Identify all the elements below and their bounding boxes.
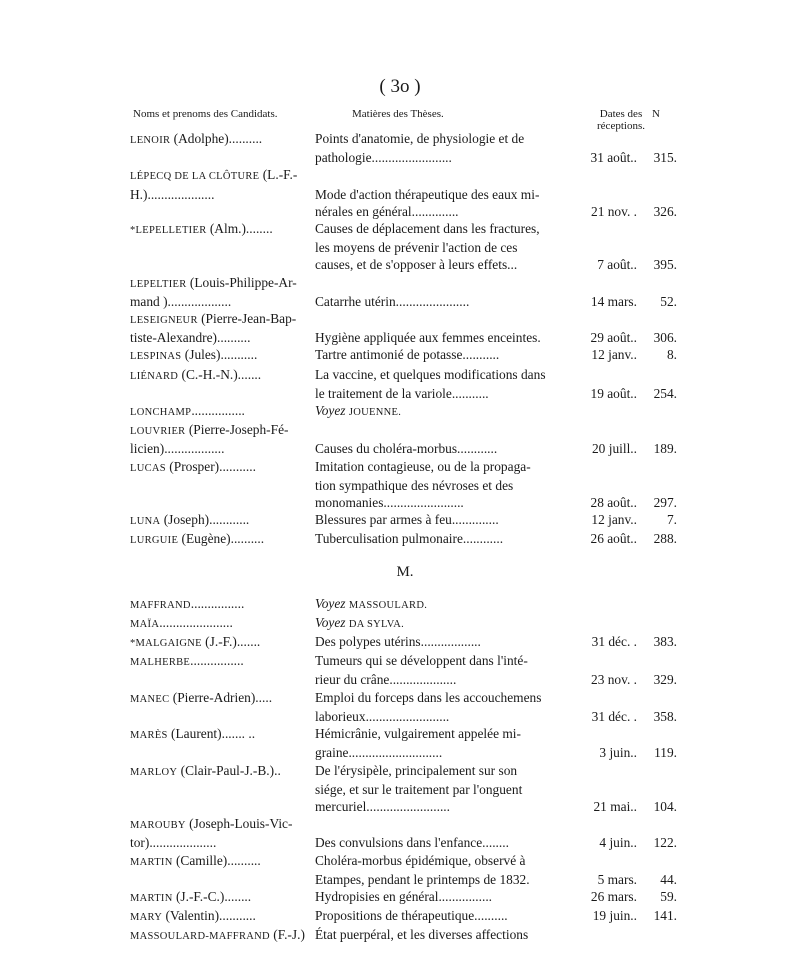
list-item (130, 671, 680, 688)
list-item (130, 494, 680, 511)
list-item (130, 595, 680, 614)
candidate-surname: LESPINAS (130, 351, 182, 363)
reception-number (637, 274, 677, 293)
candidate-forename: ...................... (159, 614, 233, 630)
list-item (130, 762, 680, 781)
candidate-name (130, 762, 315, 781)
candidate-forename: (Clair-Paul-J.-B.).. (177, 762, 281, 778)
thesis-title: Etampes, pendant le printemps de 1832. (315, 871, 530, 887)
candidate-name (130, 907, 315, 926)
thesis-title: Des convulsions dans l'enfance........ (315, 835, 509, 851)
reception-date (575, 458, 637, 477)
candidate-forename: mand )................... (130, 293, 232, 309)
reception-date: 26 août.. (590, 531, 637, 547)
reception-date: 7 août.. (597, 257, 637, 273)
list-item (130, 440, 680, 457)
thesis-title: pathologie........................ (315, 150, 452, 166)
candidate-surname: LENOIR (130, 135, 171, 146)
reception-number: 288. (653, 531, 677, 547)
list-item (130, 256, 680, 273)
list-item (130, 274, 680, 293)
reception-number (637, 652, 677, 671)
candidate-name (130, 274, 315, 293)
candidate-name (130, 926, 315, 945)
candidate-surname: MARY (130, 912, 163, 924)
candidate-name (130, 511, 315, 530)
reception-date (575, 689, 637, 708)
reception-number (637, 781, 677, 798)
thesis-title: siége, et sur le traitement par l'onguent (315, 781, 523, 797)
candidate-name (130, 239, 315, 256)
reception-date (575, 402, 637, 421)
reception-number (637, 421, 677, 440)
candidate-name (130, 689, 315, 708)
reception-number (637, 310, 677, 329)
thesis-title: Tartre antimonié de potasse........... (315, 347, 500, 363)
candidate-name (130, 614, 315, 633)
candidate-surname: MANEC (130, 693, 170, 705)
candidate-name (130, 329, 315, 346)
list-item (130, 614, 680, 633)
see-also-name: JOUENNE. (348, 407, 402, 419)
reception-number (637, 186, 677, 203)
reception-number (637, 366, 677, 385)
candidate-name (130, 421, 315, 440)
thesis-title: causes, et de s'opposer à leurs effets... (315, 257, 518, 273)
reception-number (637, 477, 677, 494)
reception-date: 31 déc. . (591, 708, 637, 724)
reception-number (637, 852, 677, 871)
thesis-title: graine............................ (315, 745, 443, 761)
list-item (130, 511, 680, 530)
list-item (130, 815, 680, 834)
see-also: Voyez (315, 614, 346, 630)
candidate-name (130, 310, 315, 329)
reception-date: 23 nov. . (591, 672, 637, 688)
thesis-title: rieur du crâne.................... (315, 672, 457, 688)
reception-number: 104. (653, 798, 677, 814)
reception-date (575, 652, 637, 671)
list-item (130, 186, 680, 203)
reception-date (575, 595, 637, 614)
list-item (130, 346, 680, 365)
candidate-name (130, 494, 315, 511)
candidate-surname: LOUVRIER (130, 426, 186, 438)
candidate-name (130, 798, 315, 815)
candidate-name (130, 440, 315, 457)
candidate-forename: (Louis-Philippe-Ar- (186, 274, 297, 290)
thesis-title: Catarrhe utérin...................... (315, 293, 470, 309)
candidate-name (130, 871, 315, 888)
reception-number (637, 595, 677, 614)
list-item (130, 166, 680, 185)
candidate-name (130, 256, 315, 273)
candidate-surname: MALHERBE (130, 657, 191, 669)
candidate-surname: MARLOY (130, 766, 178, 778)
candidate-forename: H.).................... (130, 186, 215, 202)
reception-date (575, 725, 637, 744)
candidate-surname: MASSOULARD-MAFFRAND (130, 931, 270, 943)
list-item (130, 385, 680, 402)
reception-date (575, 421, 637, 440)
header-theses: Matières des Thèses. (352, 108, 444, 120)
thesis-title: mercuriel......................... (315, 798, 450, 814)
list-item (130, 725, 680, 744)
candidate-name (130, 366, 315, 385)
candidate-surname: LIÉNARD (130, 370, 179, 382)
candidate-forename: (Joseph-Louis-Vic- (185, 816, 293, 832)
thesis-title: laborieux......................... (315, 708, 450, 724)
reception-date (575, 166, 637, 185)
candidate-forename: (Prosper)........... (165, 458, 256, 474)
list-item (130, 633, 680, 652)
candidate-name (130, 458, 315, 477)
candidate-forename: (J.-F.)....... (201, 634, 261, 650)
page-number: ( 3o ) (379, 76, 421, 97)
candidate-surname: *LEPELLETIER (130, 225, 207, 237)
candidate-forename: (Joseph)............ (160, 512, 250, 528)
reception-number (637, 402, 677, 421)
reception-date (575, 614, 637, 633)
reception-number: 326. (653, 203, 677, 219)
reception-date: 28 août.. (590, 495, 637, 511)
candidate-forename: (Alm.)........ (206, 221, 273, 237)
reception-date: 29 août.. (590, 330, 637, 346)
candidate-name (130, 477, 315, 494)
candidate-surname: *MALGAIGNE (130, 638, 202, 650)
candidate-name (130, 186, 315, 203)
thesis-title (315, 614, 575, 633)
thesis-title: De l'érysipèle, principalement sur son (315, 762, 518, 778)
candidate-name (130, 166, 315, 185)
list-item (130, 149, 680, 166)
candidate-forename: (Laurent)....... .. (167, 726, 256, 742)
reception-number: 141. (653, 908, 677, 924)
reception-number: 122. (653, 835, 677, 851)
candidate-forename: ................ (190, 595, 245, 611)
thesis-title: Blessures par armes à feu.............. (315, 512, 499, 528)
candidate-name (130, 402, 315, 421)
thesis-title: tion sympathique des névroses et des (315, 477, 514, 493)
candidate-forename: (Valentin)........... (162, 908, 256, 924)
reception-date: 31 déc. . (591, 634, 637, 650)
candidate-name (130, 149, 315, 166)
reception-number (637, 166, 677, 185)
reception-date (575, 310, 637, 329)
reception-date (575, 239, 637, 256)
reception-date (575, 762, 637, 781)
candidate-name (130, 834, 315, 851)
thesis-title: État puerpéral, et les diverses affections (315, 927, 529, 943)
reception-number: 189. (653, 441, 677, 457)
list-item (130, 852, 680, 871)
candidate-name (130, 671, 315, 688)
reception-number (637, 689, 677, 708)
candidate-forename: (Eugène).......... (178, 531, 265, 547)
candidate-forename: (F.-J.) (269, 927, 305, 943)
candidate-name (130, 633, 315, 652)
list-item (130, 310, 680, 329)
candidate-forename: (L.-F.- (259, 167, 298, 183)
reception-date (575, 477, 637, 494)
reception-number: 52. (660, 293, 677, 309)
reception-date: 21 mai.. (593, 798, 637, 814)
list-item (130, 421, 680, 440)
reception-number (637, 926, 677, 945)
reception-number: 395. (653, 257, 677, 273)
reception-number: 329. (653, 672, 677, 688)
reception-date: 26 mars. (590, 888, 637, 904)
reception-number (637, 815, 677, 834)
reception-number: 7. (666, 512, 677, 528)
list-item (130, 530, 680, 549)
see-also-name: DA SYLVA. (348, 618, 405, 630)
reception-date: 12 janv.. (591, 347, 637, 363)
candidate-surname: MARTIN (130, 892, 173, 904)
reception-number: 254. (653, 385, 677, 401)
header-num: N (652, 108, 660, 120)
candidate-name (130, 852, 315, 871)
reception-number (637, 762, 677, 781)
thesis-title: Choléra-morbus épidémique, observé à (315, 852, 526, 868)
list-item (130, 366, 680, 385)
reception-date (575, 926, 637, 945)
thesis-title (315, 421, 575, 440)
reception-date: 4 juin.. (599, 835, 637, 851)
candidate-surname: LUCAS (130, 462, 166, 474)
list-item (130, 926, 680, 945)
candidate-name (130, 203, 315, 220)
candidate-surname: MAFFRAND (130, 599, 191, 611)
reception-date (575, 815, 637, 834)
list-item (130, 744, 680, 761)
candidate-forename: (Pierre-Joseph-Fé- (185, 422, 289, 438)
reception-number: 59. (660, 888, 677, 904)
reception-date: 19 juin.. (592, 908, 637, 924)
candidate-surname: LUNA (130, 516, 161, 528)
reception-date (575, 852, 637, 871)
list-item (130, 329, 680, 346)
list-item (130, 458, 680, 477)
reception-date (575, 274, 637, 293)
candidate-surname: LONCHAMP (130, 407, 192, 419)
thesis-title: Mode d'action thérapeutique des eaux mi- (315, 186, 540, 202)
candidate-surname: MARÈS (130, 730, 168, 742)
reception-number: 297. (653, 495, 677, 511)
thesis-title (315, 274, 575, 293)
reception-number: 119. (654, 745, 677, 761)
reception-date (575, 781, 637, 798)
candidate-forename: (Pierre-Jean-Bap- (197, 311, 297, 327)
reception-number (637, 614, 677, 633)
candidate-name (130, 815, 315, 834)
list-item (130, 798, 680, 815)
candidate-name (130, 220, 315, 239)
reception-number (637, 220, 677, 239)
candidate-forename: (Jules)........... (181, 347, 258, 363)
reception-number (637, 725, 677, 744)
thesis-title: Points d'anatomie, de physiologie et de (315, 131, 525, 146)
thesis-title (315, 310, 575, 329)
candidate-name (130, 293, 315, 310)
thesis-title: La vaccine, et quelques modifications dans (315, 366, 546, 382)
thesis-title: le traitement de la variole........... (315, 385, 489, 401)
thesis-title: Tumeurs qui se développent dans l'inté- (315, 653, 528, 669)
thesis-title: Des polypes utérins.................. (315, 634, 481, 650)
thesis-title: les moyens de prévenir l'action de ces (315, 240, 518, 256)
reception-date (575, 130, 637, 149)
reception-date: 19 août.. (590, 385, 637, 401)
candidate-name (130, 652, 315, 671)
list-item (130, 689, 680, 708)
reception-date: 5 mars. (597, 871, 637, 887)
header-names: Noms et prenoms des Candidats. (133, 108, 278, 120)
candidate-name (130, 595, 315, 614)
see-also: Voyez (315, 595, 346, 611)
reception-date: 21 nov. . (591, 203, 637, 219)
reception-number (637, 130, 677, 149)
list-item (130, 871, 680, 888)
candidate-forename: ................ (191, 403, 245, 419)
candidate-name (130, 708, 315, 725)
reception-date: 3 juin.. (599, 745, 637, 761)
candidate-name (130, 725, 315, 744)
list-item (130, 477, 680, 494)
list-item (130, 781, 680, 798)
thesis-title (315, 815, 575, 834)
list-item (130, 239, 680, 256)
thesis-title: Hémicrânie, vulgairement appelée mi- (315, 726, 521, 742)
candidate-forename: (Camille).......... (172, 852, 261, 868)
entries-list (130, 130, 680, 946)
candidate-surname: LÉPECQ DE LA CLÔTURE (130, 171, 260, 183)
see-also-name: MASSOULARD. (348, 599, 428, 611)
candidate-forename: tiste-Alexandre).......... (130, 330, 251, 346)
candidate-name (130, 130, 315, 149)
thesis-title: nérales en général.............. (315, 203, 459, 219)
thesis-title: Tuberculisation pulmonaire............ (315, 531, 504, 547)
reception-number: 8. (666, 347, 677, 363)
reception-number: 383. (653, 634, 677, 650)
thesis-title: Imitation contagieuse, ou de la propaga- (315, 458, 531, 474)
header-dates: Dates des réceptions. (597, 108, 645, 132)
list-item (130, 203, 680, 220)
candidate-surname: LESEIGNEUR (130, 315, 198, 327)
reception-date: 12 janv.. (591, 512, 637, 528)
thesis-title: Emploi du forceps dans les accouchemens (315, 689, 542, 705)
list-item (130, 293, 680, 310)
thesis-title: monomanies........................ (315, 495, 464, 511)
candidate-forename: ................ (190, 653, 244, 669)
reception-date: 14 mars. (590, 293, 637, 309)
candidate-surname: MARTIN (130, 856, 173, 868)
candidate-forename: (C.-H.-N.)....... (178, 366, 262, 382)
reception-date: 20 juill.. (591, 441, 637, 457)
list-item (130, 907, 680, 926)
reception-number (637, 239, 677, 256)
thesis-title: Causes de déplacement dans les fractures, (315, 221, 540, 237)
thesis-title (315, 595, 575, 614)
candidate-name (130, 385, 315, 402)
list-item (130, 834, 680, 851)
thesis-title: Propositions de thérapeutique.......... (315, 908, 508, 924)
reception-date: 31 août.. (590, 150, 637, 166)
section-letter: M. (396, 563, 414, 580)
reception-number (637, 458, 677, 477)
reception-number: 358. (653, 708, 677, 724)
reception-date (575, 186, 637, 203)
candidate-name (130, 530, 315, 549)
list-item (130, 888, 680, 907)
list-item (130, 220, 680, 239)
candidate-name (130, 781, 315, 798)
candidate-forename: licien).................. (130, 441, 225, 457)
candidate-name (130, 888, 315, 907)
list-item (130, 708, 680, 725)
candidate-name (130, 346, 315, 365)
candidate-surname: LEPELTIER (130, 278, 187, 290)
thesis-title (315, 166, 575, 185)
list-item (130, 130, 680, 149)
candidate-surname: LURGUIE (130, 535, 179, 547)
reception-number: 315. (653, 150, 677, 166)
thesis-title (315, 402, 575, 421)
list-item (130, 402, 680, 421)
candidate-forename: (Pierre-Adrien)..... (169, 689, 273, 705)
candidate-forename: (Adolphe).......... (170, 131, 263, 146)
reception-number: 306. (653, 330, 677, 346)
see-also: Voyez (315, 403, 346, 419)
reception-date (575, 366, 637, 385)
reception-number: 44. (660, 871, 677, 887)
candidate-forename: (J.-F.-C.)........ (172, 888, 252, 904)
candidate-surname: MAROUBY (130, 820, 186, 832)
reception-date (575, 220, 637, 239)
candidate-name (130, 744, 315, 761)
thesis-title: Causes du choléra-morbus............ (315, 441, 498, 457)
thesis-title: Hydropisies en général................ (315, 888, 493, 904)
list-item (130, 652, 680, 671)
candidate-forename: tor).................... (130, 835, 217, 851)
thesis-title: Hygiène appliquée aux femmes enceintes. (315, 330, 541, 346)
candidate-surname: MAÏA (130, 618, 160, 630)
